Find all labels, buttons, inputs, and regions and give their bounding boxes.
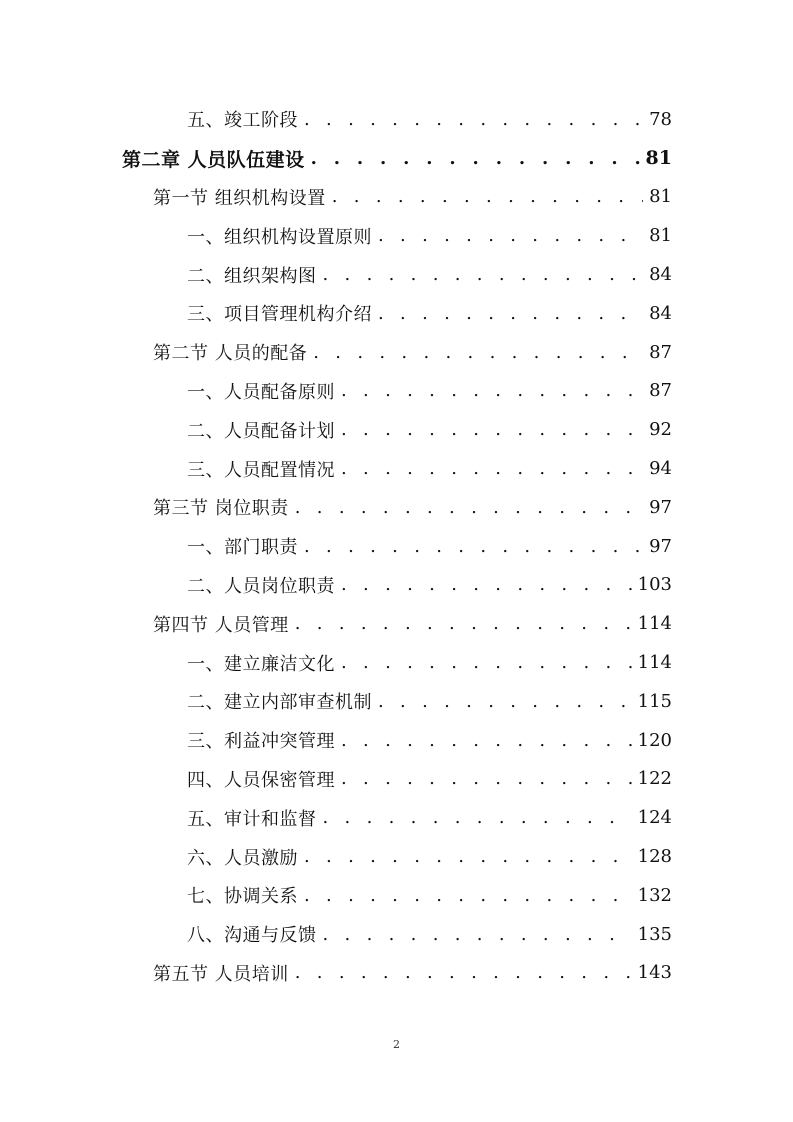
toc-entry[interactable] (0, 294, 793, 333)
toc-entry-title: 第二节 人员的配备 (153, 343, 308, 365)
dot-leader (304, 536, 643, 557)
toc-entry-title: 五、竣工阶段 (187, 110, 298, 132)
toc-entry-title: 七、协调关系 (187, 886, 298, 908)
toc-entry-title: 五、审计和监督 (187, 808, 317, 830)
dot-leader (323, 924, 632, 945)
toc-entry[interactable] (0, 449, 793, 488)
dot-leader (304, 846, 632, 867)
toc-entry[interactable] (0, 566, 793, 605)
dot-leader (378, 303, 643, 324)
toc-entry[interactable] (0, 682, 793, 721)
dot-leader (311, 148, 640, 169)
toc-entry-title: 第一节 组织机构设置 (153, 187, 326, 209)
toc-entry-title: 第五节 人员培训 (153, 963, 289, 985)
dot-leader (332, 186, 643, 207)
dot-leader (323, 807, 632, 828)
toc-entry-title: 八、沟通与反馈 (187, 925, 317, 947)
toc-entry[interactable] (0, 216, 793, 255)
toc-entry-page-number: 115 (637, 690, 672, 712)
toc-entry-page-number: 132 (637, 884, 672, 906)
dot-leader (304, 109, 643, 130)
toc-entry[interactable] (0, 954, 793, 993)
toc-entry-page-number: 94 (649, 458, 672, 480)
toc-entry-page-number: 128 (637, 846, 672, 868)
dot-leader (341, 458, 643, 479)
toc-entry-title: 第三节 岗位职责 (153, 498, 289, 520)
toc-entry-title: 三、人员配置情况 (187, 459, 335, 481)
toc-entry-page-number: 114 (637, 613, 672, 635)
toc-entry-page-number: 97 (649, 496, 672, 518)
toc-entry[interactable] (0, 100, 793, 139)
toc-entry-title: 第二章 人员队伍建设 (122, 148, 305, 171)
toc-entry-title: 第四节 人员管理 (153, 614, 289, 636)
dot-leader (295, 613, 632, 634)
toc-entry-title: 三、项目管理机构介绍 (187, 304, 372, 326)
toc-entry[interactable] (0, 527, 793, 566)
toc-entry[interactable] (0, 760, 793, 799)
toc-entry[interactable] (0, 837, 793, 876)
toc-entry-page-number: 84 (649, 264, 672, 286)
toc-entry[interactable] (0, 410, 793, 449)
toc-entry-title: 一、组织机构设置原则 (187, 226, 372, 248)
toc-entry-title: 二、人员岗位职责 (187, 575, 335, 597)
dot-leader (313, 342, 643, 363)
toc-entry[interactable] (0, 915, 793, 954)
dot-leader (341, 419, 643, 440)
dot-leader (341, 380, 643, 401)
toc-entry-page-number: 84 (649, 302, 672, 324)
toc-entry[interactable] (0, 643, 793, 682)
toc-entry[interactable] (0, 372, 793, 411)
toc-entry-title: 一、建立廉洁文化 (187, 653, 335, 675)
toc-entry[interactable] (0, 876, 793, 915)
toc-entry[interactable] (0, 139, 793, 178)
toc-entry-title: 三、利益冲突管理 (187, 731, 335, 753)
toc-entry[interactable] (0, 721, 793, 760)
toc-entry-title: 四、人员保密管理 (187, 769, 335, 791)
toc-entry-page-number: 114 (637, 652, 672, 674)
dot-leader (341, 574, 632, 595)
toc-entry-title: 二、人员配备计划 (187, 420, 335, 442)
toc-entry-page-number: 81 (645, 147, 672, 170)
toc-entry-title: 二、组织架构图 (187, 265, 317, 287)
toc-entry-page-number: 97 (649, 535, 672, 557)
toc-entry-page-number: 81 (649, 186, 672, 208)
toc-entry-page-number: 103 (637, 574, 672, 596)
toc-entry-title: 一、人员配备原则 (187, 381, 335, 403)
toc-entry-page-number: 92 (649, 419, 672, 441)
dot-leader (341, 768, 632, 789)
dot-leader (341, 652, 632, 673)
page-number: 2 (393, 1038, 400, 1051)
toc-entry-page-number: 143 (637, 962, 672, 984)
toc-entry[interactable] (0, 798, 793, 837)
dot-leader (378, 691, 632, 712)
toc-entry-page-number: 120 (637, 729, 672, 751)
toc-entry-page-number: 124 (637, 807, 672, 829)
dot-leader (323, 264, 644, 285)
dot-leader (295, 497, 643, 518)
toc-entry[interactable] (0, 333, 793, 372)
toc-entry-page-number: 87 (649, 341, 672, 363)
dot-leader (378, 225, 643, 246)
toc-entry[interactable] (0, 604, 793, 643)
toc-entry-page-number: 81 (649, 225, 672, 247)
toc-entry-title: 一、部门职责 (187, 537, 298, 559)
dot-leader (304, 885, 632, 906)
toc-entry[interactable] (0, 255, 793, 294)
dot-leader (341, 730, 632, 751)
toc-entry[interactable] (0, 178, 793, 217)
dot-leader (295, 962, 632, 983)
toc-entry-page-number: 135 (637, 923, 672, 945)
toc-entry[interactable] (0, 488, 793, 527)
toc-entry-page-number: 78 (649, 108, 672, 130)
toc-entry-page-number: 122 (637, 768, 672, 790)
toc-entry-page-number: 87 (649, 380, 672, 402)
toc-entry-title: 二、建立内部审查机制 (187, 692, 372, 714)
toc-entry-title: 六、人员激励 (187, 847, 298, 869)
table-of-contents (0, 100, 793, 992)
